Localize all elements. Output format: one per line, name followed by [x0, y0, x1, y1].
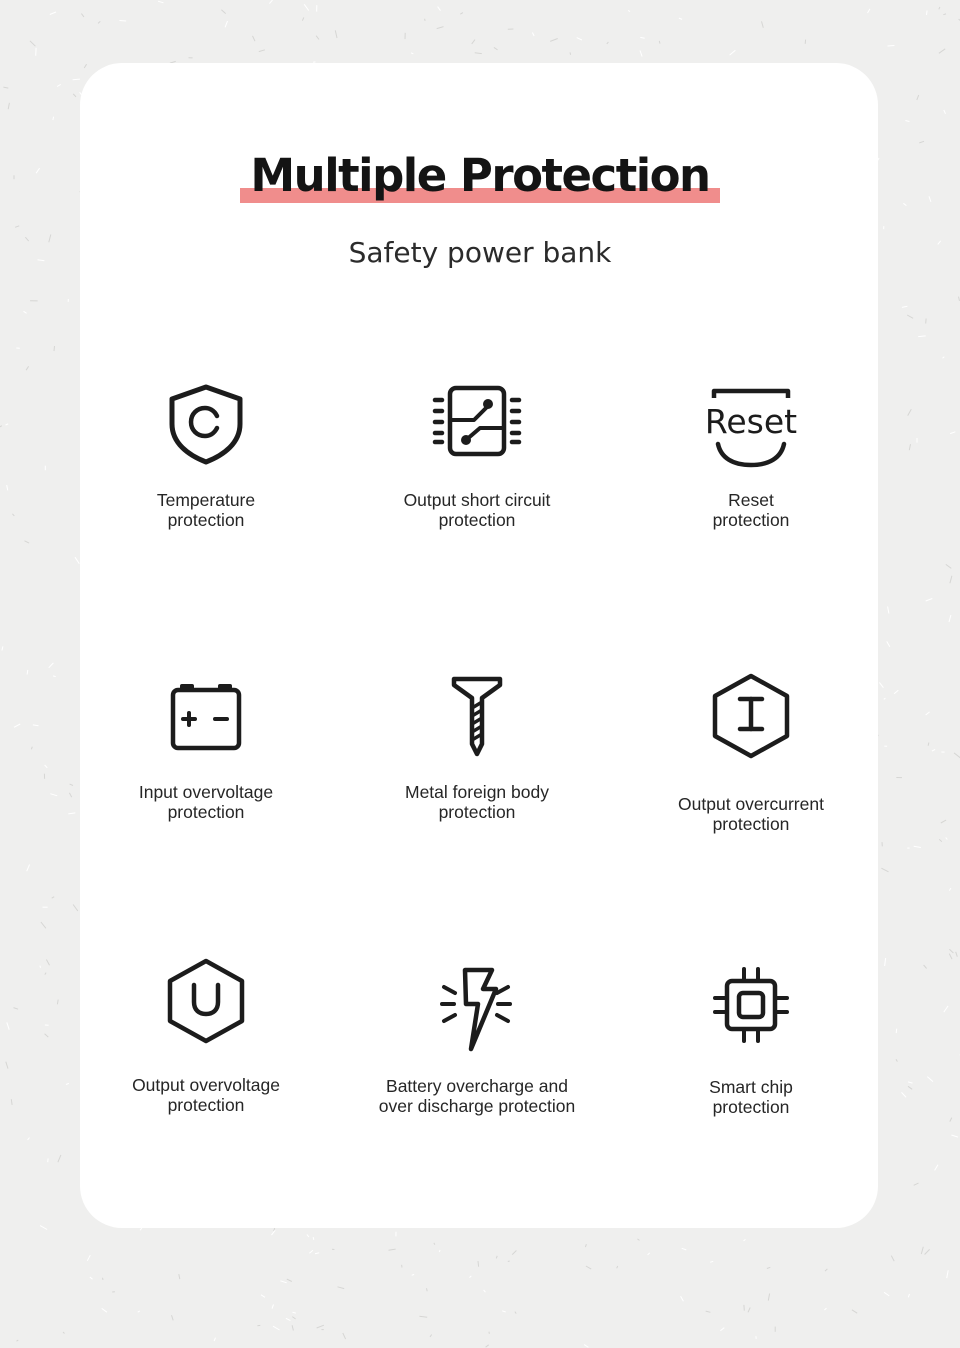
feature-output-overvoltage-protection — [76, 957, 336, 1115]
hexagon-u-icon — [161, 957, 251, 1047]
feature-temperature-protection — [76, 380, 336, 530]
short-circuit-icon — [422, 380, 532, 470]
feature-label-line1: Output overvoltage — [132, 1075, 280, 1095]
feature-label-line2: over discharge protection — [378, 1096, 576, 1116]
feature-metal-foreign-body-protection — [347, 672, 607, 822]
feature-reset-protection — [621, 380, 881, 530]
hexagon-i-icon — [706, 672, 796, 762]
feature-label-line1: Output overcurrent — [678, 794, 824, 814]
feature-label-line2: protection — [167, 802, 245, 822]
feature-label-line1: Temperature — [156, 490, 256, 510]
title-area — [0, 150, 960, 202]
feature-label-line2: protection — [438, 510, 516, 530]
battery-icon — [161, 672, 251, 762]
page-title: Multiple Protection — [240, 150, 719, 202]
feature-label-line1: Input overvoltage — [138, 782, 274, 802]
screw-icon — [432, 672, 522, 762]
feature-label-line1: Metal foreign body — [405, 782, 549, 802]
feature-input-overvoltage-protection — [76, 672, 336, 822]
feature-output-overcurrent-protection — [621, 672, 881, 834]
feature-label-line1: Smart chip — [709, 1077, 793, 1097]
page-subtitle: Safety power bank — [348, 236, 612, 269]
feature-label-line1: Output short circuit — [403, 490, 551, 510]
lightning-icon — [422, 957, 532, 1057]
feature-label-line2: protection — [167, 510, 245, 530]
feature-label-line2: protection — [712, 1097, 790, 1117]
feature-label-line2: protection — [712, 814, 790, 834]
feature-label-line1: Battery overcharge and — [386, 1076, 568, 1096]
feature-label-line2: protection — [167, 1095, 245, 1115]
reset-icon-text: Reset — [704, 402, 798, 441]
reset-icon — [701, 380, 801, 470]
feature-battery-overcharge-protection — [347, 957, 607, 1116]
feature-label-line1: Reset — [728, 490, 774, 510]
feature-output-short-circuit-protection — [347, 380, 607, 530]
feature-label-line2: protection — [712, 510, 790, 530]
feature-label-line2: protection — [438, 802, 516, 822]
shield-c-icon — [161, 380, 251, 470]
feature-smart-chip-protection — [621, 957, 881, 1117]
chip-icon — [706, 957, 796, 1057]
